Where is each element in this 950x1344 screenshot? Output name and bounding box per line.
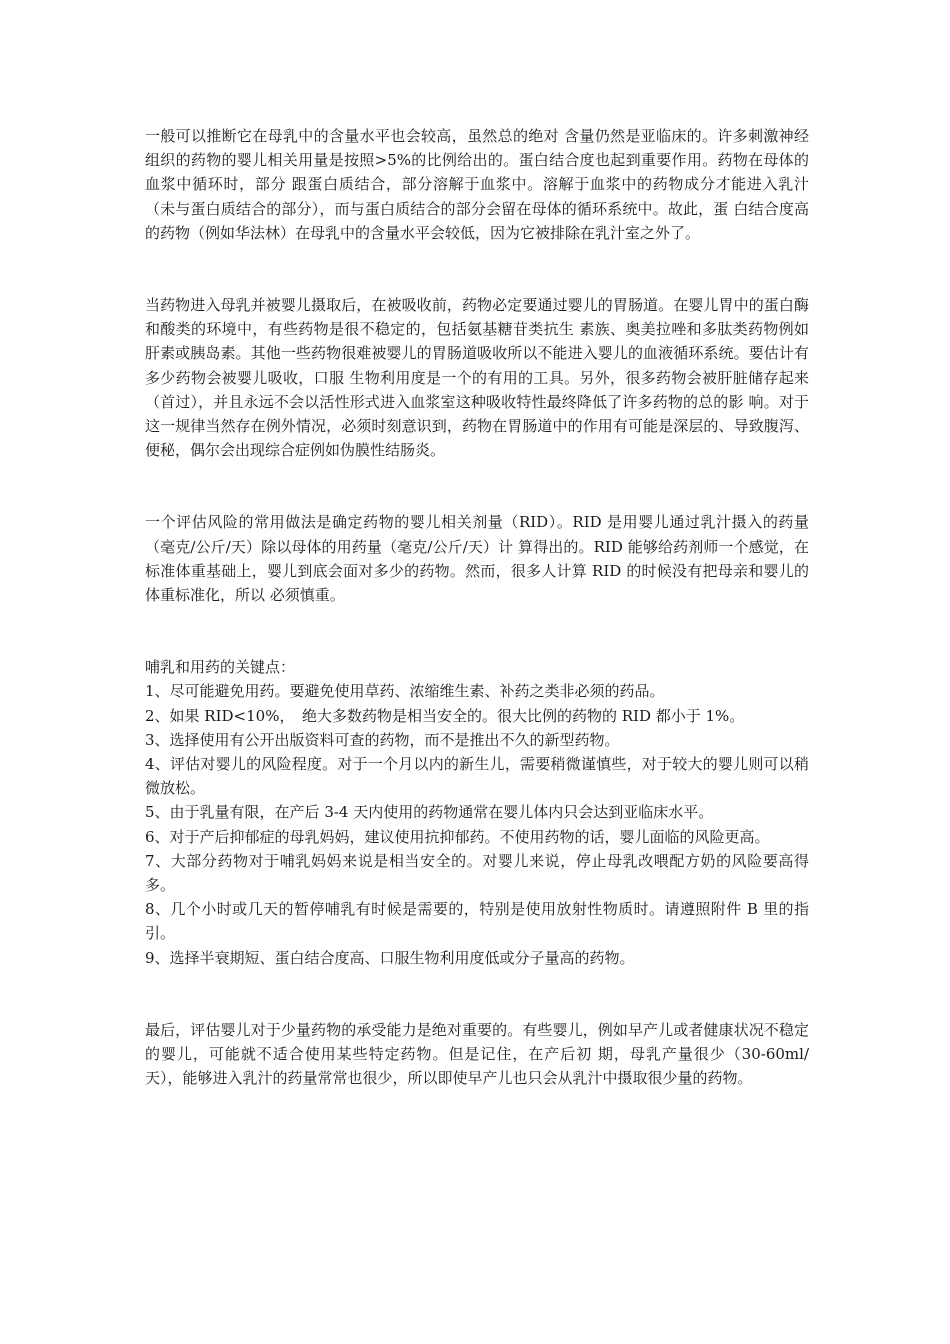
key-point-item: 1、尽可能避免用药。要避免使用草药、浓缩维生素、补药之类非必须的药品。 [145,682,665,701]
key-point-item: 7、大部分药物对于哺乳妈妈来说是相当安全的。对婴儿来说，停止母乳改喂配方奶的风险要高得多。 [145,851,809,895]
document-body [145,124,809,1091]
paragraph-spacer [145,245,809,293]
key-points-section [145,655,809,970]
key-point-item: 6、对于产后抑郁症的母乳妈妈，建议使用抗抑郁药。不使用药物的话，婴儿面临的风险更高。 [145,827,770,846]
key-points-title: 哺乳和用药的关键点： [145,658,296,677]
paragraph-closing: 最后，评估婴儿对于少量药物的承受能力是绝对重要的。有些婴儿，例如早产儿或者健康状况不稳定的婴儿，可能就不适合使用某些特定药物。但是记住，在产后初 期，母乳产量很少（30-60ml/天），能够进入乳汁的药量常常也很少，所以即使早产儿也只会从乳汁中摄取很少量的药物。 [145,1020,809,1088]
key-point-item: 9、选择半衰期短、蛋白结合度高、口服生物利用度低或分子量高的药物。 [145,948,635,967]
key-point-item: 4、评估对婴儿的风险程度。对于一个月以内的新生儿，需要稍微谨慎些，对于较大的婴儿则可以稍微放松。 [145,755,809,798]
paragraph-spacer [145,970,809,1018]
paragraph-spacer [145,462,809,510]
paragraph-rid: 一个评估风险的常用做法是确定药物的婴儿相关剂量（RID）。RID 是用婴儿通过乳汁摄入的药量（毫克/公斤/天）除以母体的用药量（毫克/公斤/天）计 算得出的。RID 能够给药剂师一个感觉，在标准体重基础上，婴儿到底会面对多少的药物。然而，很多人计算 RID 的时候没有把母亲和婴儿的体重标准化，所以 必须慎重。 [145,513,809,605]
paragraph-spacer [145,607,809,655]
key-point-item: 3、选择使用有公开出版资料可查的药物，而不是推出不久的新型药物。 [145,730,620,749]
key-point-item: 5、由于乳量有限，在产后 3-4 天内使用的药物通常在婴儿体内只会达到亚临床水平。 [145,803,714,822]
key-point-item: 2、如果 RID<10%， 绝大多数药物是相当安全的。很大比例的药物的 RID 都小于 1%。 [145,706,745,725]
paragraph-protein-binding: 一般可以推断它在母乳中的含量水平也会较高，虽然总的绝对 含量仍然是亚临床的。许多刺激神经组织的药物的婴儿相关用量是按照>5%的比例给出的。蛋白结合度也起到重要作用。药物在母体的血浆中循环时，部分 跟蛋白质结合，部分溶解于血浆中。溶解于血浆中的药物成分才能进入乳汁（未与蛋白质结合的部分），而与蛋白质结合的部分会留在母体的循环系统中。故此，蛋 白结合度高的药物（例如华法林）在母乳中的含量水平会较低，因为它被排除在乳汁室之外了。 [145,127,809,242]
key-point-item: 8、几个小时或几天的暂停哺乳有时候是需要的，特别是使用放射性物质时。请遵照附件 B 里的指引。 [145,900,809,943]
paragraph-gi-absorption: 当药物进入母乳并被婴儿摄取后，在被吸收前，药物必定要通过婴儿的胃肠道。在婴儿胃中的蛋白酶和酸类的环境中，有些药物是很不稳定的，包括氨基糖苷类抗生 素族、奥美拉唑和多肽类药物例如肝素或胰岛素。其他一些药物很难被婴儿的胃肠道吸收所以不能进入婴儿的血液循环系统。要估计有多少药物会被婴儿吸收，口服 生物利用度是一个的有用的工具。另外，很多药物会被肝脏储存起来（首过），并且永远不会以活性形式进入血浆室这种吸收特性最终降低了许多药物的总的影 响。对于这一规律当然存在例外情况，必须时刻意识到，药物在胃肠道中的作用有可能是深层的、导致腹泻、便秘，偶尔会出现综合症例如伪膜性结肠炎。 [145,296,809,460]
